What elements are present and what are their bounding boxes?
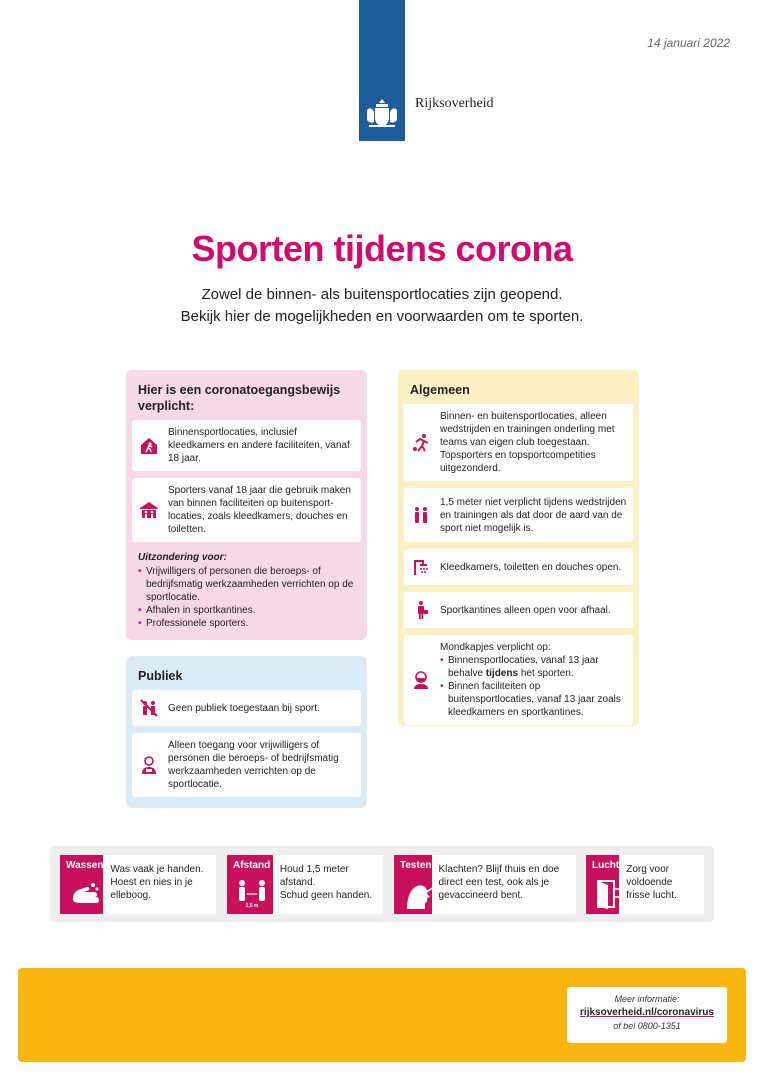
building-people-icon bbox=[138, 499, 160, 521]
general-item-canteen-text: Sportkantines alleen open voor afhaal. bbox=[440, 604, 611, 616]
public-panel-title: Publiek bbox=[138, 669, 183, 683]
qr-item-facilities bbox=[132, 478, 361, 542]
qr-panel-title: Hier is een coronatoegangsbewijs verplicht: bbox=[138, 383, 341, 413]
hand-wash-icon bbox=[69, 879, 101, 909]
general-item-canteen bbox=[404, 592, 633, 628]
distance-icon-label: 1,5 m bbox=[245, 903, 259, 909]
more-info-link[interactable]: rijksoverheid.nl/coronavirus bbox=[580, 1007, 714, 1018]
public-item-no-audience-text: Geen publiek toegestaan bij sport. bbox=[168, 702, 320, 714]
rule-air bbox=[586, 855, 704, 914]
general-item-matches-text: Binnen- en buitensportlocaties, alleen wedstrijden en trainingen onderling met teams van eigen club toegestaan. Topsporters en topsportcompetities uitgezonderd. bbox=[440, 411, 615, 474]
rule-test bbox=[394, 855, 576, 914]
subtitle-line-1: Zowel de binnen- als buitensportlocaties zijn geopend. bbox=[201, 286, 563, 303]
more-info-box bbox=[567, 987, 727, 1043]
rule-wash-text bbox=[103, 855, 216, 914]
qr-item-indoor bbox=[132, 420, 361, 471]
crest-icon bbox=[363, 96, 401, 130]
rule-distance bbox=[227, 855, 383, 914]
general-item-showers bbox=[404, 549, 633, 585]
rule-wash-text-1: Was vaak je handen. bbox=[110, 864, 204, 875]
rule-wash bbox=[60, 855, 216, 914]
test-icon bbox=[403, 879, 435, 909]
rule-wash-tag bbox=[60, 855, 103, 914]
mask-intro: Mondkapjes verplicht op: bbox=[440, 642, 551, 653]
page-subtitle bbox=[0, 284, 764, 328]
mask-bullet-bold: tijdens bbox=[485, 668, 519, 679]
mask-bullet bbox=[440, 654, 627, 680]
rule-air-text-1: Zorg voor voldoende frisse lucht. bbox=[626, 864, 677, 901]
mask-bullet-text: Binnensportlocaties, vanaf 13 jaar behalve bbox=[448, 655, 599, 679]
rule-test-tag bbox=[394, 855, 432, 914]
phone-number: of bel 0800-1351 bbox=[613, 1021, 681, 1031]
rule-wash-text-2: Hoest en nies in je elleboog. bbox=[110, 877, 193, 901]
general-item-masks-text bbox=[440, 641, 627, 719]
logo-bar bbox=[359, 0, 405, 141]
publication-date: 14 januari 2022 bbox=[647, 36, 730, 50]
rule-test-text-1: Klachten? Blijf thuis en doe direct een test, ook als je gevaccineerd bent. bbox=[438, 864, 560, 901]
exceptions-title: Uitzondering voor: bbox=[138, 552, 227, 563]
public-item-volunteers bbox=[132, 733, 361, 797]
page-title: Sporten tijdens corona bbox=[191, 228, 573, 269]
shower-icon bbox=[410, 556, 432, 578]
takeaway-icon bbox=[410, 599, 432, 621]
general-item-masks bbox=[404, 635, 633, 725]
rule-distance-text-1: Houd 1,5 meter afstand. bbox=[279, 864, 349, 888]
mask-bullet-text: het sporten. bbox=[518, 668, 574, 679]
logo-text: Rijksoverheid bbox=[415, 96, 494, 111]
exceptions-list bbox=[132, 549, 361, 632]
distance-people-icon bbox=[410, 504, 432, 526]
exception-item: • Vrijwilligers of personen die beroeps- of bedrijfsmatig werkzaamheden verrichten op de sportlocatie. bbox=[138, 565, 355, 604]
running-icon bbox=[410, 432, 432, 454]
indoor-sport-icon bbox=[138, 435, 160, 457]
public-panel bbox=[126, 656, 367, 808]
distance-icon bbox=[236, 879, 268, 909]
general-panel-title: Algemeen bbox=[410, 383, 470, 397]
public-item-no-audience bbox=[132, 690, 361, 726]
rule-test-label: Testen bbox=[400, 860, 432, 871]
exception-item: • Professionele sporters. bbox=[138, 617, 355, 630]
more-info-label: Meer informatie: bbox=[614, 994, 680, 1004]
general-item-distance bbox=[404, 488, 633, 542]
general-item-showers-text: Kleedkamers, toiletten en douches open. bbox=[440, 561, 622, 573]
general-panel bbox=[398, 370, 639, 726]
rule-distance-text bbox=[273, 855, 383, 914]
qr-item-facilities-text: Sporters vanaf 18 jaar die gebruik maken van binnen faciliteiten op buitensport-locaties, zoals kleedkamers, douches en toiletten. bbox=[168, 485, 351, 535]
general-item-matches bbox=[404, 404, 633, 481]
rule-test-text bbox=[432, 855, 577, 914]
qr-item-indoor-text: Binnensportlocaties, inclusief kleedkamers en andere faciliteiten, vanaf 18 jaar. bbox=[168, 427, 350, 464]
rule-air-tag bbox=[586, 855, 619, 914]
rule-distance-text-2: Schud geen handen. bbox=[279, 890, 373, 901]
subtitle-line-2: Bekijk hier de mogelijkheden en voorwaarden om te sporten. bbox=[180, 308, 584, 325]
volunteer-icon bbox=[138, 754, 160, 776]
rule-air-label: Lucht bbox=[592, 860, 620, 871]
exception-item: • Afhalen in sportkantines. bbox=[138, 604, 355, 617]
no-audience-icon bbox=[138, 697, 160, 719]
rule-wash-label: Wassen bbox=[66, 860, 104, 871]
general-item-distance-text: 1,5 meter niet verplicht tijdens wedstrijden en trainingen als dat door de aard van de sport niet mogelijk is. bbox=[440, 496, 627, 534]
ventilation-icon bbox=[595, 879, 627, 909]
public-item-volunteers-text: Alleen toegang voor vrijwilligers of personen die beroeps- of bedrijfsmatig werkzaamheden verrichten op de sportlocatie. bbox=[168, 740, 339, 790]
mask-bullet: • Binnen faciliteiten op buitensportlocaties, vanaf 13 jaar zoals kleedkamers en sportkantines. bbox=[440, 680, 627, 719]
face-mask-icon bbox=[410, 669, 432, 691]
qr-required-panel bbox=[126, 370, 367, 640]
rule-air-text bbox=[619, 855, 704, 914]
rule-distance-tag bbox=[227, 855, 273, 914]
rule-distance-label: Afstand bbox=[233, 860, 271, 871]
